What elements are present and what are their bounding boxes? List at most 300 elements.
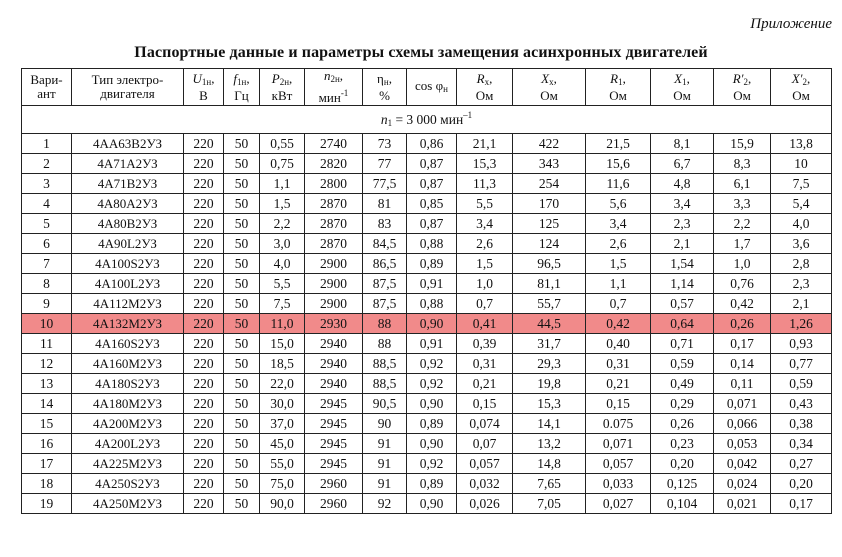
table-row <box>22 434 832 454</box>
cell-efficiency: 88,5 <box>363 374 407 394</box>
cell-rx: 3,4 <box>457 214 513 234</box>
cell-power: 11,0 <box>260 314 305 334</box>
cell-xx: 7,05 <box>513 494 586 514</box>
cell-r1: 0,033 <box>586 474 651 494</box>
cell-variant: 11 <box>22 334 72 354</box>
cell-power: 22,0 <box>260 374 305 394</box>
cell-x2: 4,0 <box>771 214 832 234</box>
cell-voltage: 220 <box>184 454 224 474</box>
cell-power: 45,0 <box>260 434 305 454</box>
cell-x1: 0,29 <box>651 394 714 414</box>
cell-x2: 0,20 <box>771 474 832 494</box>
cell-power: 55,0 <box>260 454 305 474</box>
cell-efficiency: 90 <box>363 414 407 434</box>
cell-power: 15,0 <box>260 334 305 354</box>
table-row <box>22 154 832 174</box>
cell-rx: 0,41 <box>457 314 513 334</box>
cell-x2: 3,6 <box>771 234 832 254</box>
header-voltage: U1н, В <box>184 69 224 106</box>
cell-efficiency: 92 <box>363 494 407 514</box>
cell-r1: 0,057 <box>586 454 651 474</box>
cell-r2: 0,17 <box>714 334 771 354</box>
cell-x1: 0,104 <box>651 494 714 514</box>
cell-speed: 2870 <box>305 194 363 214</box>
header-speed: n2н, мин$^{-1}$ <box>305 69 363 106</box>
cell-voltage: 220 <box>184 414 224 434</box>
cell-variant: 2 <box>22 154 72 174</box>
cell-x2: 2,1 <box>771 294 832 314</box>
cell-x1: 0,59 <box>651 354 714 374</box>
cell-r2: 0,066 <box>714 414 771 434</box>
cell-motor-type: 4А160М2УЗ <box>72 354 184 374</box>
cell-r1: 21,5 <box>586 134 651 154</box>
cell-efficiency: 87,5 <box>363 274 407 294</box>
cell-x1: 0,26 <box>651 414 714 434</box>
cell-power: 0,75 <box>260 154 305 174</box>
table-row <box>22 294 832 314</box>
table-row <box>22 234 832 254</box>
cell-x1: 6,7 <box>651 154 714 174</box>
cell-rx: 21,1 <box>457 134 513 154</box>
cell-x2: 0,34 <box>771 434 832 454</box>
cell-frequency: 50 <box>224 394 260 414</box>
cell-speed: 2940 <box>305 374 363 394</box>
cell-r1: 5,6 <box>586 194 651 214</box>
cell-variant: 18 <box>22 474 72 494</box>
cell-r2: 6,1 <box>714 174 771 194</box>
cell-frequency: 50 <box>224 254 260 274</box>
cell-r2: 0,14 <box>714 354 771 374</box>
cell-efficiency: 81 <box>363 194 407 214</box>
cell-speed: 2945 <box>305 434 363 454</box>
cell-r2: 3,3 <box>714 194 771 214</box>
cell-power-factor: 0,92 <box>407 354 457 374</box>
cell-x2: 13,8 <box>771 134 832 154</box>
subheader-sync-speed: n1 = 3 000 мин$^{-1}$ <box>22 106 832 134</box>
cell-power-factor: 0,85 <box>407 194 457 214</box>
cell-frequency: 50 <box>224 234 260 254</box>
cell-efficiency: 83 <box>363 214 407 234</box>
cell-x1: 0,20 <box>651 454 714 474</box>
cell-power-factor: 0,87 <box>407 154 457 174</box>
header-power-factor: cos φн <box>407 69 457 106</box>
cell-xx: 7,65 <box>513 474 586 494</box>
cell-x2: 0,38 <box>771 414 832 434</box>
cell-efficiency: 91 <box>363 454 407 474</box>
cell-rx: 0,07 <box>457 434 513 454</box>
table-row <box>22 214 832 234</box>
cell-r2: 0,053 <box>714 434 771 454</box>
cell-efficiency: 77 <box>363 154 407 174</box>
cell-r2: 1,7 <box>714 234 771 254</box>
cell-voltage: 220 <box>184 214 224 234</box>
cell-x1: 2,3 <box>651 214 714 234</box>
cell-voltage: 220 <box>184 434 224 454</box>
cell-speed: 2900 <box>305 254 363 274</box>
cell-motor-type: 4А90L2УЗ <box>72 234 184 254</box>
cell-xx: 343 <box>513 154 586 174</box>
cell-frequency: 50 <box>224 194 260 214</box>
table-row <box>22 134 832 154</box>
cell-xx: 13,2 <box>513 434 586 454</box>
cell-x1: 1,14 <box>651 274 714 294</box>
cell-r2: 0,11 <box>714 374 771 394</box>
cell-efficiency: 84,5 <box>363 234 407 254</box>
cell-xx: 170 <box>513 194 586 214</box>
cell-x1: 0,64 <box>651 314 714 334</box>
cell-voltage: 220 <box>184 474 224 494</box>
cell-x1: 2,1 <box>651 234 714 254</box>
cell-efficiency: 88 <box>363 314 407 334</box>
table-row <box>22 334 832 354</box>
cell-r2: 0,021 <box>714 494 771 514</box>
cell-speed: 2820 <box>305 154 363 174</box>
cell-rx: 1,5 <box>457 254 513 274</box>
cell-r1: 1,1 <box>586 274 651 294</box>
cell-r1: 0,7 <box>586 294 651 314</box>
cell-x2: 0,59 <box>771 374 832 394</box>
cell-frequency: 50 <box>224 294 260 314</box>
cell-variant: 8 <box>22 274 72 294</box>
cell-variant: 1 <box>22 134 72 154</box>
cell-rx: 0,7 <box>457 294 513 314</box>
cell-power-factor: 0,87 <box>407 214 457 234</box>
cell-voltage: 220 <box>184 314 224 334</box>
cell-xx: 14,1 <box>513 414 586 434</box>
cell-variant: 10 <box>22 314 72 334</box>
cell-power-factor: 0,89 <box>407 254 457 274</box>
cell-r1: 0.075 <box>586 414 651 434</box>
table-row <box>22 354 832 374</box>
cell-power-factor: 0,90 <box>407 394 457 414</box>
motor-data-table <box>21 68 832 514</box>
cell-xx: 125 <box>513 214 586 234</box>
cell-frequency: 50 <box>224 494 260 514</box>
cell-speed: 2945 <box>305 454 363 474</box>
cell-rx: 0,21 <box>457 374 513 394</box>
cell-r1: 0,071 <box>586 434 651 454</box>
cell-voltage: 220 <box>184 234 224 254</box>
cell-variant: 9 <box>22 294 72 314</box>
cell-efficiency: 91 <box>363 434 407 454</box>
cell-r2: 15,9 <box>714 134 771 154</box>
cell-power-factor: 0,91 <box>407 334 457 354</box>
cell-motor-type: 4А250М2УЗ <box>72 494 184 514</box>
cell-x1: 0,71 <box>651 334 714 354</box>
cell-variant: 13 <box>22 374 72 394</box>
cell-r1: 0,15 <box>586 394 651 414</box>
cell-voltage: 220 <box>184 174 224 194</box>
cell-speed: 2900 <box>305 294 363 314</box>
cell-r1: 15,6 <box>586 154 651 174</box>
cell-r2: 8,3 <box>714 154 771 174</box>
cell-r2: 0,024 <box>714 474 771 494</box>
cell-motor-type: 4А112М2УЗ <box>72 294 184 314</box>
cell-power: 1,5 <box>260 194 305 214</box>
cell-power-factor: 0,89 <box>407 474 457 494</box>
cell-speed: 2870 <box>305 214 363 234</box>
cell-xx: 44,5 <box>513 314 586 334</box>
cell-xx: 14,8 <box>513 454 586 474</box>
cell-motor-type: 4А180S2УЗ <box>72 374 184 394</box>
cell-efficiency: 77,5 <box>363 174 407 194</box>
cell-voltage: 220 <box>184 254 224 274</box>
table-row-highlighted <box>22 314 832 334</box>
header-row <box>22 69 832 106</box>
cell-r1: 0,21 <box>586 374 651 394</box>
cell-r2: 0,42 <box>714 294 771 314</box>
cell-x2: 0,27 <box>771 454 832 474</box>
cell-voltage: 220 <box>184 154 224 174</box>
header-x2: X′2, Ом <box>771 69 832 106</box>
cell-x2: 7,5 <box>771 174 832 194</box>
header-efficiency: ηн, % <box>363 69 407 106</box>
cell-x2: 0,17 <box>771 494 832 514</box>
subheader-row <box>22 106 832 134</box>
cell-speed: 2800 <box>305 174 363 194</box>
cell-power-factor: 0,90 <box>407 494 457 514</box>
cell-xx: 422 <box>513 134 586 154</box>
cell-r1: 0,42 <box>586 314 651 334</box>
cell-x2: 1,26 <box>771 314 832 334</box>
cell-variant: 16 <box>22 434 72 454</box>
table-row <box>22 414 832 434</box>
cell-motor-type: 4А200L2УЗ <box>72 434 184 454</box>
cell-power: 0,55 <box>260 134 305 154</box>
cell-frequency: 50 <box>224 434 260 454</box>
cell-power-factor: 0,91 <box>407 274 457 294</box>
cell-r2: 0,26 <box>714 314 771 334</box>
table-title: Паспортные данные и параметры схемы замещения асинхронных двигателей <box>134 44 708 61</box>
cell-power-factor: 0,86 <box>407 134 457 154</box>
cell-power-factor: 0,92 <box>407 374 457 394</box>
cell-power: 2,2 <box>260 214 305 234</box>
cell-r1: 0,40 <box>586 334 651 354</box>
cell-speed: 2940 <box>305 334 363 354</box>
cell-xx: 124 <box>513 234 586 254</box>
cell-efficiency: 88,5 <box>363 354 407 374</box>
cell-frequency: 50 <box>224 374 260 394</box>
cell-voltage: 220 <box>184 294 224 314</box>
cell-rx: 1,0 <box>457 274 513 294</box>
cell-xx: 15,3 <box>513 394 586 414</box>
cell-voltage: 220 <box>184 274 224 294</box>
cell-power: 4,0 <box>260 254 305 274</box>
cell-frequency: 50 <box>224 314 260 334</box>
cell-power: 90,0 <box>260 494 305 514</box>
header-frequency: f1н, Гц <box>224 69 260 106</box>
cell-rx: 11,3 <box>457 174 513 194</box>
cell-motor-type: 4А250S2УЗ <box>72 474 184 494</box>
cell-rx: 0,032 <box>457 474 513 494</box>
cell-variant: 19 <box>22 494 72 514</box>
cell-x2: 0,93 <box>771 334 832 354</box>
appendix-label: Приложение <box>750 16 832 32</box>
cell-variant: 7 <box>22 254 72 274</box>
cell-power: 5,5 <box>260 274 305 294</box>
cell-rx: 0,31 <box>457 354 513 374</box>
cell-rx: 0,15 <box>457 394 513 414</box>
table-row <box>22 454 832 474</box>
cell-x1: 0,125 <box>651 474 714 494</box>
cell-rx: 0,057 <box>457 454 513 474</box>
cell-power: 7,5 <box>260 294 305 314</box>
cell-efficiency: 90,5 <box>363 394 407 414</box>
cell-x1: 0,49 <box>651 374 714 394</box>
cell-xx: 31,7 <box>513 334 586 354</box>
cell-rx: 5,5 <box>457 194 513 214</box>
header-r2: R′2, Ом <box>714 69 771 106</box>
cell-speed: 2945 <box>305 394 363 414</box>
header-power: P2н, кВт <box>260 69 305 106</box>
cell-r1: 0,027 <box>586 494 651 514</box>
cell-x1: 3,4 <box>651 194 714 214</box>
cell-motor-type: 4А225М2УЗ <box>72 454 184 474</box>
cell-xx: 254 <box>513 174 586 194</box>
cell-voltage: 220 <box>184 374 224 394</box>
cell-frequency: 50 <box>224 174 260 194</box>
cell-rx: 0,026 <box>457 494 513 514</box>
cell-x2: 2,3 <box>771 274 832 294</box>
cell-speed: 2945 <box>305 414 363 434</box>
header-x1: X1, Ом <box>651 69 714 106</box>
cell-r1: 3,4 <box>586 214 651 234</box>
cell-voltage: 220 <box>184 134 224 154</box>
cell-xx: 96,5 <box>513 254 586 274</box>
cell-efficiency: 86,5 <box>363 254 407 274</box>
cell-variant: 14 <box>22 394 72 414</box>
cell-voltage: 220 <box>184 354 224 374</box>
cell-speed: 2930 <box>305 314 363 334</box>
header-variant: Вари- ант <box>22 69 72 106</box>
cell-x1: 0,57 <box>651 294 714 314</box>
cell-r2: 0,76 <box>714 274 771 294</box>
cell-variant: 15 <box>22 414 72 434</box>
cell-x2: 5,4 <box>771 194 832 214</box>
cell-x2: 2,8 <box>771 254 832 274</box>
cell-frequency: 50 <box>224 334 260 354</box>
cell-motor-type: 4А100L2УЗ <box>72 274 184 294</box>
cell-power-factor: 0,88 <box>407 234 457 254</box>
cell-voltage: 220 <box>184 334 224 354</box>
cell-xx: 19,8 <box>513 374 586 394</box>
cell-motor-type: 4А80В2УЗ <box>72 214 184 234</box>
cell-x2: 0,77 <box>771 354 832 374</box>
cell-frequency: 50 <box>224 154 260 174</box>
cell-x1: 1,54 <box>651 254 714 274</box>
cell-variant: 4 <box>22 194 72 214</box>
cell-frequency: 50 <box>224 474 260 494</box>
cell-power: 75,0 <box>260 474 305 494</box>
cell-power: 18,5 <box>260 354 305 374</box>
table-row <box>22 394 832 414</box>
table-row <box>22 474 832 494</box>
header-rx: Rx, Ом <box>457 69 513 106</box>
cell-r2: 0,071 <box>714 394 771 414</box>
header-motor-type: Тип электро- двигателя <box>72 69 184 106</box>
cell-r1: 11,6 <box>586 174 651 194</box>
cell-speed: 2960 <box>305 474 363 494</box>
table-row <box>22 494 832 514</box>
cell-rx: 0,074 <box>457 414 513 434</box>
cell-voltage: 220 <box>184 494 224 514</box>
cell-power: 30,0 <box>260 394 305 414</box>
cell-xx: 55,7 <box>513 294 586 314</box>
cell-motor-type: 4А80А2УЗ <box>72 194 184 214</box>
cell-rx: 2,6 <box>457 234 513 254</box>
cell-frequency: 50 <box>224 354 260 374</box>
cell-power: 1,1 <box>260 174 305 194</box>
cell-speed: 2900 <box>305 274 363 294</box>
cell-rx: 0,39 <box>457 334 513 354</box>
cell-variant: 17 <box>22 454 72 474</box>
cell-rx: 15,3 <box>457 154 513 174</box>
cell-variant: 6 <box>22 234 72 254</box>
cell-motor-type: 4А180М2УЗ <box>72 394 184 414</box>
cell-r1: 0,31 <box>586 354 651 374</box>
cell-r2: 1,0 <box>714 254 771 274</box>
cell-motor-type: 4А71А2УЗ <box>72 154 184 174</box>
cell-r1: 1,5 <box>586 254 651 274</box>
cell-variant: 12 <box>22 354 72 374</box>
table-row <box>22 194 832 214</box>
cell-power-factor: 0,92 <box>407 454 457 474</box>
cell-efficiency: 88 <box>363 334 407 354</box>
cell-speed: 2940 <box>305 354 363 374</box>
cell-power-factor: 0,88 <box>407 294 457 314</box>
cell-frequency: 50 <box>224 274 260 294</box>
cell-power: 37,0 <box>260 414 305 434</box>
cell-motor-type: 4А100S2УЗ <box>72 254 184 274</box>
cell-frequency: 50 <box>224 454 260 474</box>
cell-frequency: 50 <box>224 134 260 154</box>
cell-speed: 2960 <box>305 494 363 514</box>
cell-voltage: 220 <box>184 194 224 214</box>
cell-power-factor: 0,90 <box>407 434 457 454</box>
cell-motor-type: 4А200М2УЗ <box>72 414 184 434</box>
cell-power-factor: 0,89 <box>407 414 457 434</box>
table-row <box>22 274 832 294</box>
cell-speed: 2740 <box>305 134 363 154</box>
table-row <box>22 374 832 394</box>
cell-motor-type: 4АА63В2УЗ <box>72 134 184 154</box>
cell-frequency: 50 <box>224 414 260 434</box>
cell-r1: 2,6 <box>586 234 651 254</box>
cell-variant: 5 <box>22 214 72 234</box>
cell-speed: 2870 <box>305 234 363 254</box>
table-row <box>22 174 832 194</box>
cell-x2: 0,43 <box>771 394 832 414</box>
cell-motor-type: 4А71В2УЗ <box>72 174 184 194</box>
cell-r2: 2,2 <box>714 214 771 234</box>
cell-efficiency: 91 <box>363 474 407 494</box>
table-row <box>22 254 832 274</box>
cell-efficiency: 73 <box>363 134 407 154</box>
header-r1: R1, Ом <box>586 69 651 106</box>
cell-power-factor: 0,87 <box>407 174 457 194</box>
cell-x2: 10 <box>771 154 832 174</box>
cell-x1: 8,1 <box>651 134 714 154</box>
cell-motor-type: 4А132М2УЗ <box>72 314 184 334</box>
cell-motor-type: 4А160S2УЗ <box>72 334 184 354</box>
cell-frequency: 50 <box>224 214 260 234</box>
cell-power-factor: 0,90 <box>407 314 457 334</box>
cell-x1: 4,8 <box>651 174 714 194</box>
cell-power: 3,0 <box>260 234 305 254</box>
cell-variant: 3 <box>22 174 72 194</box>
cell-r2: 0,042 <box>714 454 771 474</box>
cell-x1: 0,23 <box>651 434 714 454</box>
